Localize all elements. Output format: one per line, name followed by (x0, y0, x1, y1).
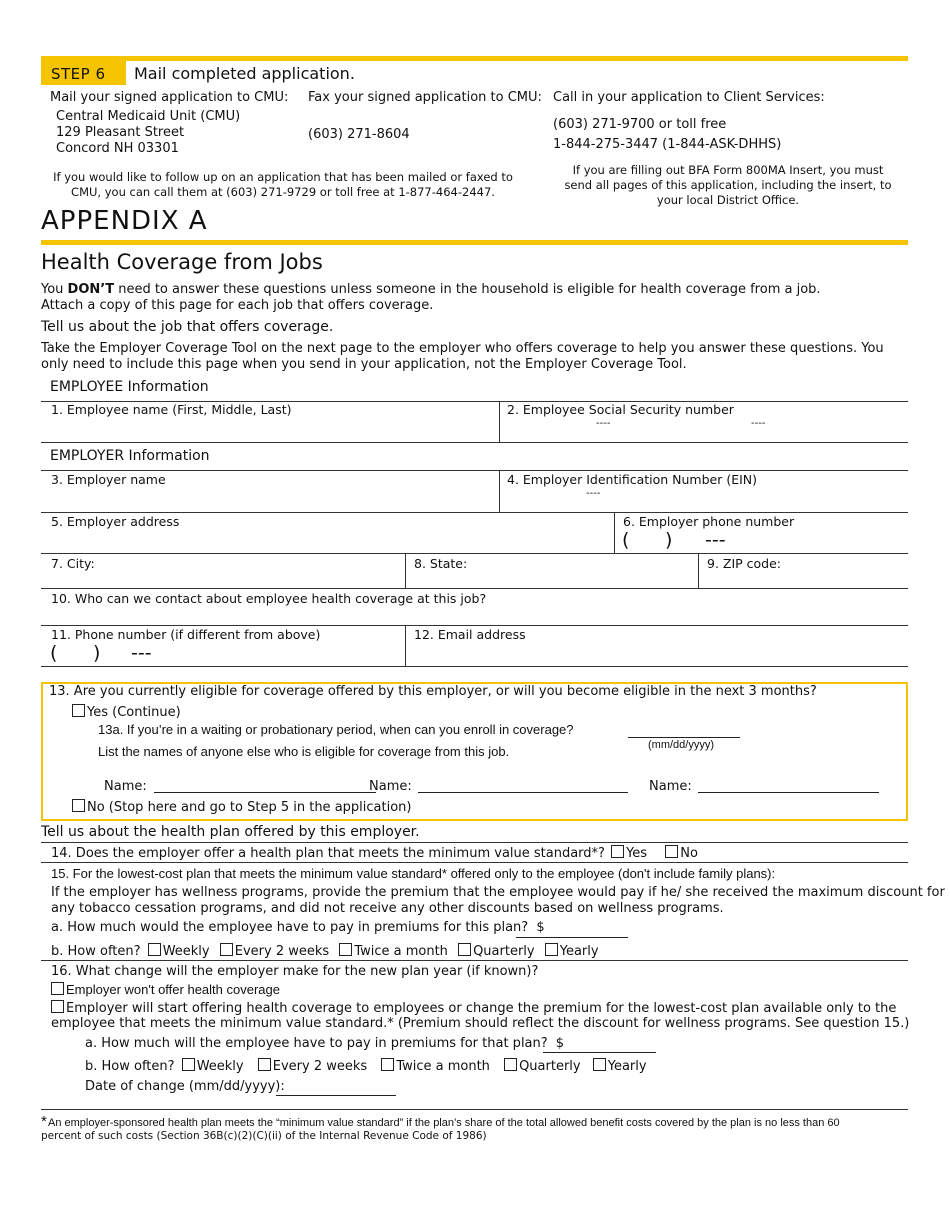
q13-no-option[interactable] (72, 799, 411, 815)
intro-line2: Attach a copy of this page for each job that offers coverage. (41, 298, 434, 313)
q14-yes-label: Yes (626, 846, 648, 861)
q15b-quarterly-label: Quarterly (473, 944, 535, 959)
q11-phone-open: ( (50, 642, 58, 664)
q9-label: 9. ZIP code: (707, 556, 782, 571)
rule (41, 588, 908, 589)
footnote-line2: percent of such costs (Section 36B(c)(2)(C)(ii) of the Internal Revenue Code of 1986) (41, 1130, 487, 1142)
employee-heading: EMPLOYEE Information (50, 379, 209, 395)
rule (41, 553, 908, 554)
appendix-subtitle: Health Coverage from Jobs (41, 250, 323, 274)
name-label-2: Name: (369, 779, 412, 794)
q1-label: 1. Employee name (First, Middle, Last) (51, 402, 292, 417)
q15b-every-2-weeks-checkbox[interactable] (220, 943, 233, 956)
q15b-weekly-checkbox[interactable] (148, 943, 161, 956)
q13-no-label: No (Stop here and go to Step 5 in the application) (87, 800, 412, 815)
q13a-date-line[interactable] (628, 737, 740, 738)
call-heading: Call in your application to Client Services: (553, 90, 825, 105)
phone-dash: --- (705, 529, 726, 551)
divider (405, 553, 406, 588)
rule (41, 666, 908, 667)
q16b-yearly-checkbox[interactable] (593, 1058, 606, 1071)
rule (41, 625, 908, 626)
q16-option1-checkbox[interactable] (51, 982, 64, 995)
footnote-line1: An employer-sponsored health plan meets the “minimum value standard” if the plan’s share of the total allowed benefit costs covered by the plan is no less than 60 (48, 1117, 840, 1129)
q16b-twice-month-checkbox[interactable] (381, 1058, 394, 1071)
q16b-quarterly-label: Quarterly (519, 1059, 581, 1074)
name-input-1[interactable] (154, 792, 376, 793)
q16b-weekly-checkbox[interactable] (182, 1058, 195, 1071)
q13-yes-label: Yes (Continue) (87, 705, 181, 720)
q13-list-names: List the names of anyone else who is eligible for coverage from this job. (98, 744, 510, 759)
name-input-3[interactable] (698, 792, 879, 793)
q15-question: 15. For the lowest-cost plan that meets the minimum value standard* offered only to the employee (don't include family plans): (51, 866, 776, 881)
q13-yes-checkbox[interactable] (72, 704, 85, 717)
q15b-yearly-label: Yearly (559, 944, 599, 959)
q16a-question: a. How much will the employee have to pay in premiums for that plan? (85, 1036, 548, 1051)
appendix-title: APPENDIX A (41, 206, 208, 236)
divider (499, 401, 500, 442)
q12-label: 12. Email address (414, 627, 526, 642)
q16-option1[interactable] (51, 982, 280, 997)
q16b-every-2-weeks-checkbox[interactable] (258, 1058, 271, 1071)
q16-option2-line2: employee that meets the minimum value standard.* (Premium should reflect the discount for wellness programs. See question 15.) (51, 1016, 910, 1031)
fax-heading: Fax your signed application to CMU: (308, 90, 542, 105)
q15a-row (51, 920, 545, 935)
ein-dash: ---- (586, 488, 601, 499)
date-change-label: Date of change (mm/dd/yyyy): (85, 1079, 285, 1094)
name-label-1: Name: (104, 779, 147, 794)
q7-label: 7. City: (51, 556, 95, 571)
take-line1: Take the Employer Coverage Tool on the next page to the employer who offers coverage to help you answer these questions. You (41, 341, 884, 356)
q10-label: 10. Who can we contact about employee health coverage at this job? (51, 591, 487, 606)
q16b-weekly-label: Weekly (196, 1059, 244, 1074)
q16-option2-checkbox[interactable] (51, 1000, 64, 1013)
plan-heading: Tell us about the health plan offered by this employer. (41, 824, 420, 840)
step-title: Mail completed application. (134, 64, 355, 83)
q15b-yearly-checkbox[interactable] (545, 943, 558, 956)
q14-no-label: No (680, 846, 698, 861)
insert-note (548, 163, 908, 208)
q15-line3: any tobacco cessation programs, and did not receive any other discounts based on wellness programs. (51, 901, 724, 916)
q16-option2-line1: Employer will start offering health coverage to employees or change the premium for the lowest-cost plan available only to the (66, 1001, 897, 1016)
call-line1: (603) 271-9700 or toll free (553, 117, 727, 132)
intro-rest: need to answer these questions unless someone in the household is eligible for health coverage from a job. (114, 282, 821, 297)
insert-line2: send all pages of this application, including the insert, to (564, 178, 892, 192)
footnote-mark: * (41, 1113, 47, 1130)
q6-label: 6. Employer phone number (623, 514, 795, 529)
rule (41, 442, 908, 443)
q16a-row (85, 1036, 564, 1051)
mail-line3: Concord NH 03301 (56, 141, 179, 156)
q16b-every-2-weeks-label: Every 2 weeks (272, 1059, 368, 1074)
insert-line1: If you are filling out BFA Form 800MA Insert, you must (572, 163, 884, 177)
q14-yes-checkbox[interactable] (611, 845, 624, 858)
q16-option1-label: Employer won't offer health coverage (66, 982, 280, 997)
q16b-question: b. How often? (85, 1059, 175, 1074)
q16a-dollar: $ (555, 1036, 565, 1051)
phone-close: ) (665, 529, 673, 551)
date-change-input[interactable] (276, 1095, 396, 1096)
rule (41, 842, 908, 843)
appendix-rule (41, 240, 908, 245)
q13-no-checkbox[interactable] (72, 799, 85, 812)
take-line2: only need to include this page when you send in your application, not the Employer Coverage Tool. (41, 357, 687, 372)
name-input-2[interactable] (418, 792, 628, 793)
followup-line2: CMU, you can call them at (603) 271-9729 or toll free at 1-877-464-2447. (71, 185, 495, 199)
q3-label: 3. Employer name (51, 472, 166, 487)
phone-open: ( (622, 529, 630, 551)
q15a-question: a. How much would the employee have to pay in premiums for this plan? (51, 920, 529, 935)
ssn-dash2: ---- (751, 418, 766, 429)
q13-question: 13. Are you currently eligible for coverage offered by this employer, or will you become eligible in the next 3 months? (49, 684, 817, 699)
divider (614, 512, 615, 553)
fax-number: (603) 271-8604 (308, 127, 410, 142)
divider (405, 625, 406, 666)
intro-line1 (41, 282, 821, 297)
followup-line1: If you would like to follow up on an application that has been mailed or faxed to (53, 170, 513, 184)
q15b-twice-month-checkbox[interactable] (339, 943, 352, 956)
q11-label: 11. Phone number (if different from above) (51, 627, 321, 642)
rule (41, 862, 908, 863)
q15a-amount-input[interactable] (516, 937, 628, 938)
divider (499, 470, 500, 512)
q13a-date-hint: (mm/dd/yyyy) (648, 739, 714, 751)
mail-line1: Central Medicaid Unit (CMU) (56, 109, 241, 124)
mail-line2: 129 Pleasant Street (56, 125, 185, 140)
intro-you: You (41, 282, 68, 297)
q2-label: 2. Employee Social Security number (507, 402, 734, 417)
rule (41, 512, 908, 513)
name-label-3: Name: (649, 779, 692, 794)
q5-label: 5. Employer address (51, 514, 180, 529)
footnote-rule (41, 1109, 908, 1110)
q16-question: 16. What change will the employer make for the new plan year (if known)? (51, 964, 539, 979)
call-line2: 1-844-275-3447 (1-844-ASK-DHHS) (553, 137, 782, 152)
q15-line2: If the employer has wellness programs, provide the premium that the employee would pay if he/ she received the maximum discount for (51, 885, 945, 900)
q15b-twice-month-label: Twice a month (354, 944, 448, 959)
mail-heading: Mail your signed application to CMU: (50, 90, 289, 105)
employer-heading: EMPLOYER Information (50, 448, 210, 464)
q15b-every-2-weeks-label: Every 2 weeks (234, 944, 330, 959)
ssn-dash1: ---- (596, 418, 611, 429)
q15b-question: b. How often? (51, 944, 141, 959)
q4-label: 4. Employer Identification Number (EIN) (507, 472, 758, 487)
q16a-amount-input[interactable] (543, 1052, 656, 1053)
q14-no-checkbox[interactable] (665, 845, 678, 858)
followup-note (44, 170, 522, 200)
q16b-twice-month-label: Twice a month (396, 1059, 490, 1074)
step-badge-label: STEP 6 (51, 65, 106, 83)
q11-phone-close: ) (93, 642, 101, 664)
rule (41, 470, 908, 471)
q8-label: 8. State: (414, 556, 468, 571)
q16b-yearly-label: Yearly (607, 1059, 647, 1074)
q13a-question: 13a. If you’re in a waiting or probationary period, when can you enroll in coverage? (98, 722, 574, 737)
q15b-weekly-label: Weekly (162, 944, 210, 959)
q16-option2[interactable] (51, 1000, 896, 1016)
step-top-rule (41, 56, 908, 61)
divider (698, 553, 699, 588)
q11-phone-dash: --- (131, 642, 152, 664)
rule (41, 960, 908, 961)
q15b-quarterly-checkbox[interactable] (458, 943, 471, 956)
q15a-dollar: $ (536, 920, 545, 935)
insert-line3: your local District Office. (656, 193, 800, 207)
q14-row (51, 845, 698, 861)
q15b-row (51, 943, 599, 959)
q14-question: 14. Does the employer offer a health plan that meets the minimum value standard*? (51, 846, 605, 861)
q13-yes-option[interactable] (72, 704, 181, 720)
q16b-quarterly-checkbox[interactable] (504, 1058, 517, 1071)
intro-dont: DON’T (67, 282, 115, 297)
tell-job: Tell us about the job that offers coverage. (41, 319, 334, 335)
q16b-row (85, 1058, 647, 1074)
